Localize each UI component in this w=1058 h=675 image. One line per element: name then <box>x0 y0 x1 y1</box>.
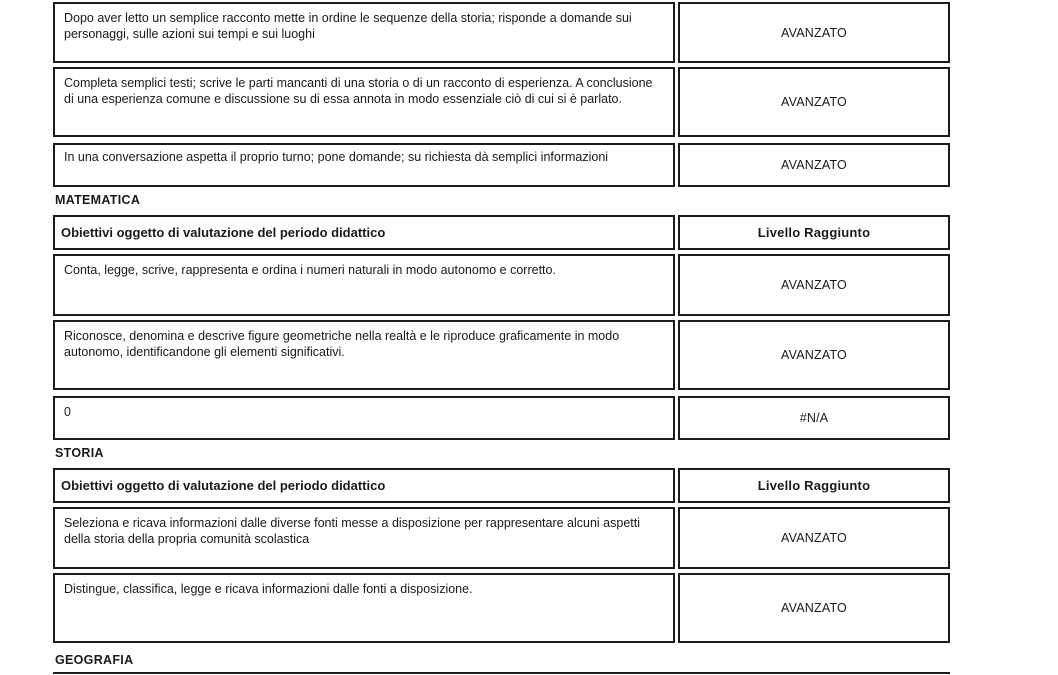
storia-objective-1 <box>53 507 675 569</box>
level-text: AVANZATO <box>781 531 847 545</box>
section-title-geografia: GEOGRAFIA <box>55 653 134 667</box>
matematica-level-2 <box>678 320 950 390</box>
matematica-level-1 <box>678 254 950 316</box>
header-text: Livello Raggiunto <box>757 478 871 493</box>
level-text: AVANZATO <box>781 25 847 40</box>
matematica-level-3 <box>678 396 950 440</box>
section-title-storia: STORIA <box>55 446 104 460</box>
matematica-objective-1 <box>53 254 675 316</box>
level-text: AVANZATO <box>781 95 847 109</box>
objective-text: Conta, legge, scrive, rappresenta e ordina i numeri naturali in modo autonomo e corretto. <box>64 263 556 277</box>
italiano-level-3 <box>678 143 950 187</box>
level-text: AVANZATO <box>781 601 847 615</box>
matematica-header-objectives <box>53 215 675 250</box>
storia-level-1 <box>678 507 950 569</box>
level-text: #N/A <box>799 411 829 425</box>
level-text: AVANZATO <box>781 278 847 292</box>
matematica-header-level <box>678 215 950 250</box>
objective-text: Dopo aver letto un semplice racconto mette in ordine le sequenze della storia; risponde a domande sui personaggi, sulle azioni sui tempi e sui luoghi <box>64 11 632 41</box>
objective-text: Completa semplici testi; scrive le parti mancanti di una storia o di un racconto di esperienza. A conclusione di una esperienza comune e discussione su di essa annota in modo essenziale ciò di cui si è parlato. <box>64 76 653 106</box>
storia-header-level <box>678 468 950 503</box>
objective-text: 0 <box>64 405 71 419</box>
header-text: Obiettivi oggetto di valutazione del periodo didattico <box>61 224 386 240</box>
storia-objective-2 <box>53 573 675 643</box>
objective-text: Distingue, classifica, legge e ricava informazioni dalle fonti a disposizione. <box>64 582 473 596</box>
header-text: Livello Raggiunto <box>757 225 871 240</box>
storia-header-objectives <box>53 468 675 503</box>
matematica-objective-2 <box>53 320 675 390</box>
objective-text: Riconosce, denomina e descrive figure geometriche nella realtà e le riproduce graficamente in modo autonomo, identificandone gli elementi significativi. <box>64 329 620 359</box>
storia-level-2 <box>678 573 950 643</box>
matematica-objective-3 <box>53 396 675 440</box>
level-text: AVANZATO <box>781 158 847 172</box>
level-text: AVANZATO <box>781 348 847 362</box>
italiano-objective-3 <box>53 143 675 187</box>
header-text: Obiettivi oggetto di valutazione del periodo didattico <box>61 477 386 493</box>
italiano-level-2 <box>678 67 950 137</box>
table-top-border <box>53 672 950 674</box>
objective-text: Seleziona e ricava informazioni dalle diverse fonti messe a disposizione per rappresentare alcuni aspetti della storia della propria comunità scolastica <box>64 516 641 546</box>
italiano-objective-1 <box>53 2 675 63</box>
objective-text: In una conversazione aspetta il proprio turno; pone domande; su richiesta dà semplici informazioni <box>64 150 609 164</box>
section-title-matematica: MATEMATICA <box>55 193 141 207</box>
italiano-objective-2 <box>53 67 675 137</box>
italiano-level-1 <box>678 2 950 63</box>
